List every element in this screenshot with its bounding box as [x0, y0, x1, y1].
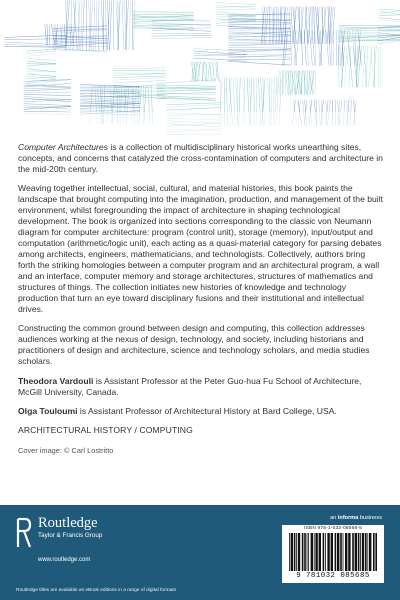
- barcode-bar: [289, 533, 290, 571]
- isbn-barcode: [282, 525, 384, 583]
- art-hatch-block: [24, 79, 71, 114]
- barcode-bar: [294, 533, 296, 571]
- barcode-bar: [315, 533, 317, 571]
- barcode-bar: [331, 533, 333, 571]
- barcode-bar: [358, 533, 360, 571]
- barcode-bar: [375, 533, 377, 571]
- barcode-bar: [304, 533, 306, 571]
- art-hatch-block: [283, 30, 362, 65]
- editor-bio-2: Olga Touloumi is Assistant Professor of Architectural History at Bard College, USA.: [18, 406, 337, 416]
- subject-category: ARCHITECTURAL HISTORY / COMPUTING: [18, 425, 193, 435]
- back-cover-text: [18, 142, 384, 465]
- description-paragraph-2: Weaving together intellectual, social, cultural, and material histories, this book paints the landscape that brought computing into the imagination, production, and management of the built environment, whilst foregrounding the impact of architecture in shaping technological development. The book is organized into sections corresponding to the classic von Neumann diagram for computer architecture: program (control unit), storage (memory), input/output and computation (arithmetic/logic unit), each acting as a quasi-material category for parsing debates among architects, engineers, mathematicians, and technologists. Collectively, authors bring forth the striking homologies between a computer program and an architectural program, a wall and an interface, computer memory and storage architectures, structures of mathematics and structures of things. The collection initiates new histories of knowledge and technology production that turn an eye toward disciplinary fusions and their institutional and intellectual drives.: [18, 183, 383, 314]
- publisher-name: Routledge: [38, 515, 98, 531]
- art-hatch-block: [379, 9, 400, 21]
- art-hatch-block: [191, 62, 219, 82]
- editor-bio-1: Theodora Vardouli is Assistant Professor at the Peter Guo-hua Fu School of Architecture, McGill University, Canada.: [18, 376, 362, 397]
- cover-artwork-drawing: [0, 0, 400, 135]
- barcode-bar: [348, 533, 350, 571]
- barcode-bar: [311, 533, 313, 571]
- barcode-bar: [307, 533, 308, 571]
- barcode-bar: [362, 533, 364, 571]
- barcode-bar: [335, 533, 337, 571]
- isbn-number: 9 781032 085685: [296, 572, 370, 580]
- editor-name: Theodora Vardouli: [18, 376, 94, 386]
- art-hatch-block: [152, 20, 211, 39]
- publisher-website: www.routledge.com: [38, 557, 91, 563]
- publisher-logo: [16, 515, 156, 563]
- barcode-bar: [343, 533, 344, 571]
- barcode-bar: [345, 533, 347, 571]
- barcode-bar: [369, 533, 371, 571]
- publisher-group: Taylor & Francis Group: [38, 532, 103, 539]
- barcode-bar: [302, 533, 304, 571]
- art-hatch-block: [338, 46, 380, 88]
- barcode-bar: [291, 533, 293, 571]
- art-hatch-block: [276, 70, 316, 94]
- barcode-bar: [337, 533, 339, 571]
- editor-name: Olga Touloumi: [18, 406, 78, 416]
- barcode-bar: [365, 533, 367, 571]
- barcode-bar: [319, 533, 321, 571]
- description-paragraph-3: Constructing the common ground between design and computing, this collection addresses audiences working at the nexus of design, technology, and society, including historians and practitioners of design and architecture, science and technology scholars, and media studies scholars.: [18, 323, 370, 366]
- art-hatch-block: [80, 84, 140, 115]
- publisher-footer: [0, 505, 400, 600]
- art-hatch-block: [216, 3, 255, 28]
- description-paragraph-1: Computer Architectures is a collection of multidisciplinary historical works unearthing sites, concepts, and concerns that catalyzed the cross-contamination of computers and architecture in the mid-20th century.: [18, 142, 383, 174]
- barcode-bar: [327, 533, 329, 571]
- barcode-bar: [314, 533, 315, 571]
- barcode-bar: [325, 533, 326, 571]
- barcode-bar: [308, 533, 309, 571]
- routledge-r-icon: [16, 517, 32, 549]
- book-title: Computer Architectures: [18, 142, 108, 152]
- barcode-bar: [352, 533, 354, 571]
- informa-business-label: an informa business: [330, 515, 382, 521]
- isbn-label: ISBN 978-1-032-08568-5: [304, 526, 362, 531]
- barcode-bar: [340, 533, 342, 571]
- barcode-bar: [360, 533, 361, 571]
- cover-artwork: [0, 0, 400, 135]
- barcode-bar: [367, 533, 368, 571]
- art-hatch-block: [157, 80, 216, 100]
- ebook-availability-note: Routledge titles are available as eBook editions in a range of digital formats: [16, 588, 176, 593]
- art-fade: [0, 112, 400, 135]
- barcode-bar: [323, 533, 325, 571]
- barcode-bar: [296, 533, 297, 571]
- barcode-bars: [286, 533, 380, 571]
- cover-credit: Cover image: © Carl Lostritto: [18, 446, 114, 455]
- barcode-bar: [373, 533, 375, 571]
- barcode-bar: [355, 533, 357, 571]
- barcode-bar: [298, 533, 300, 571]
